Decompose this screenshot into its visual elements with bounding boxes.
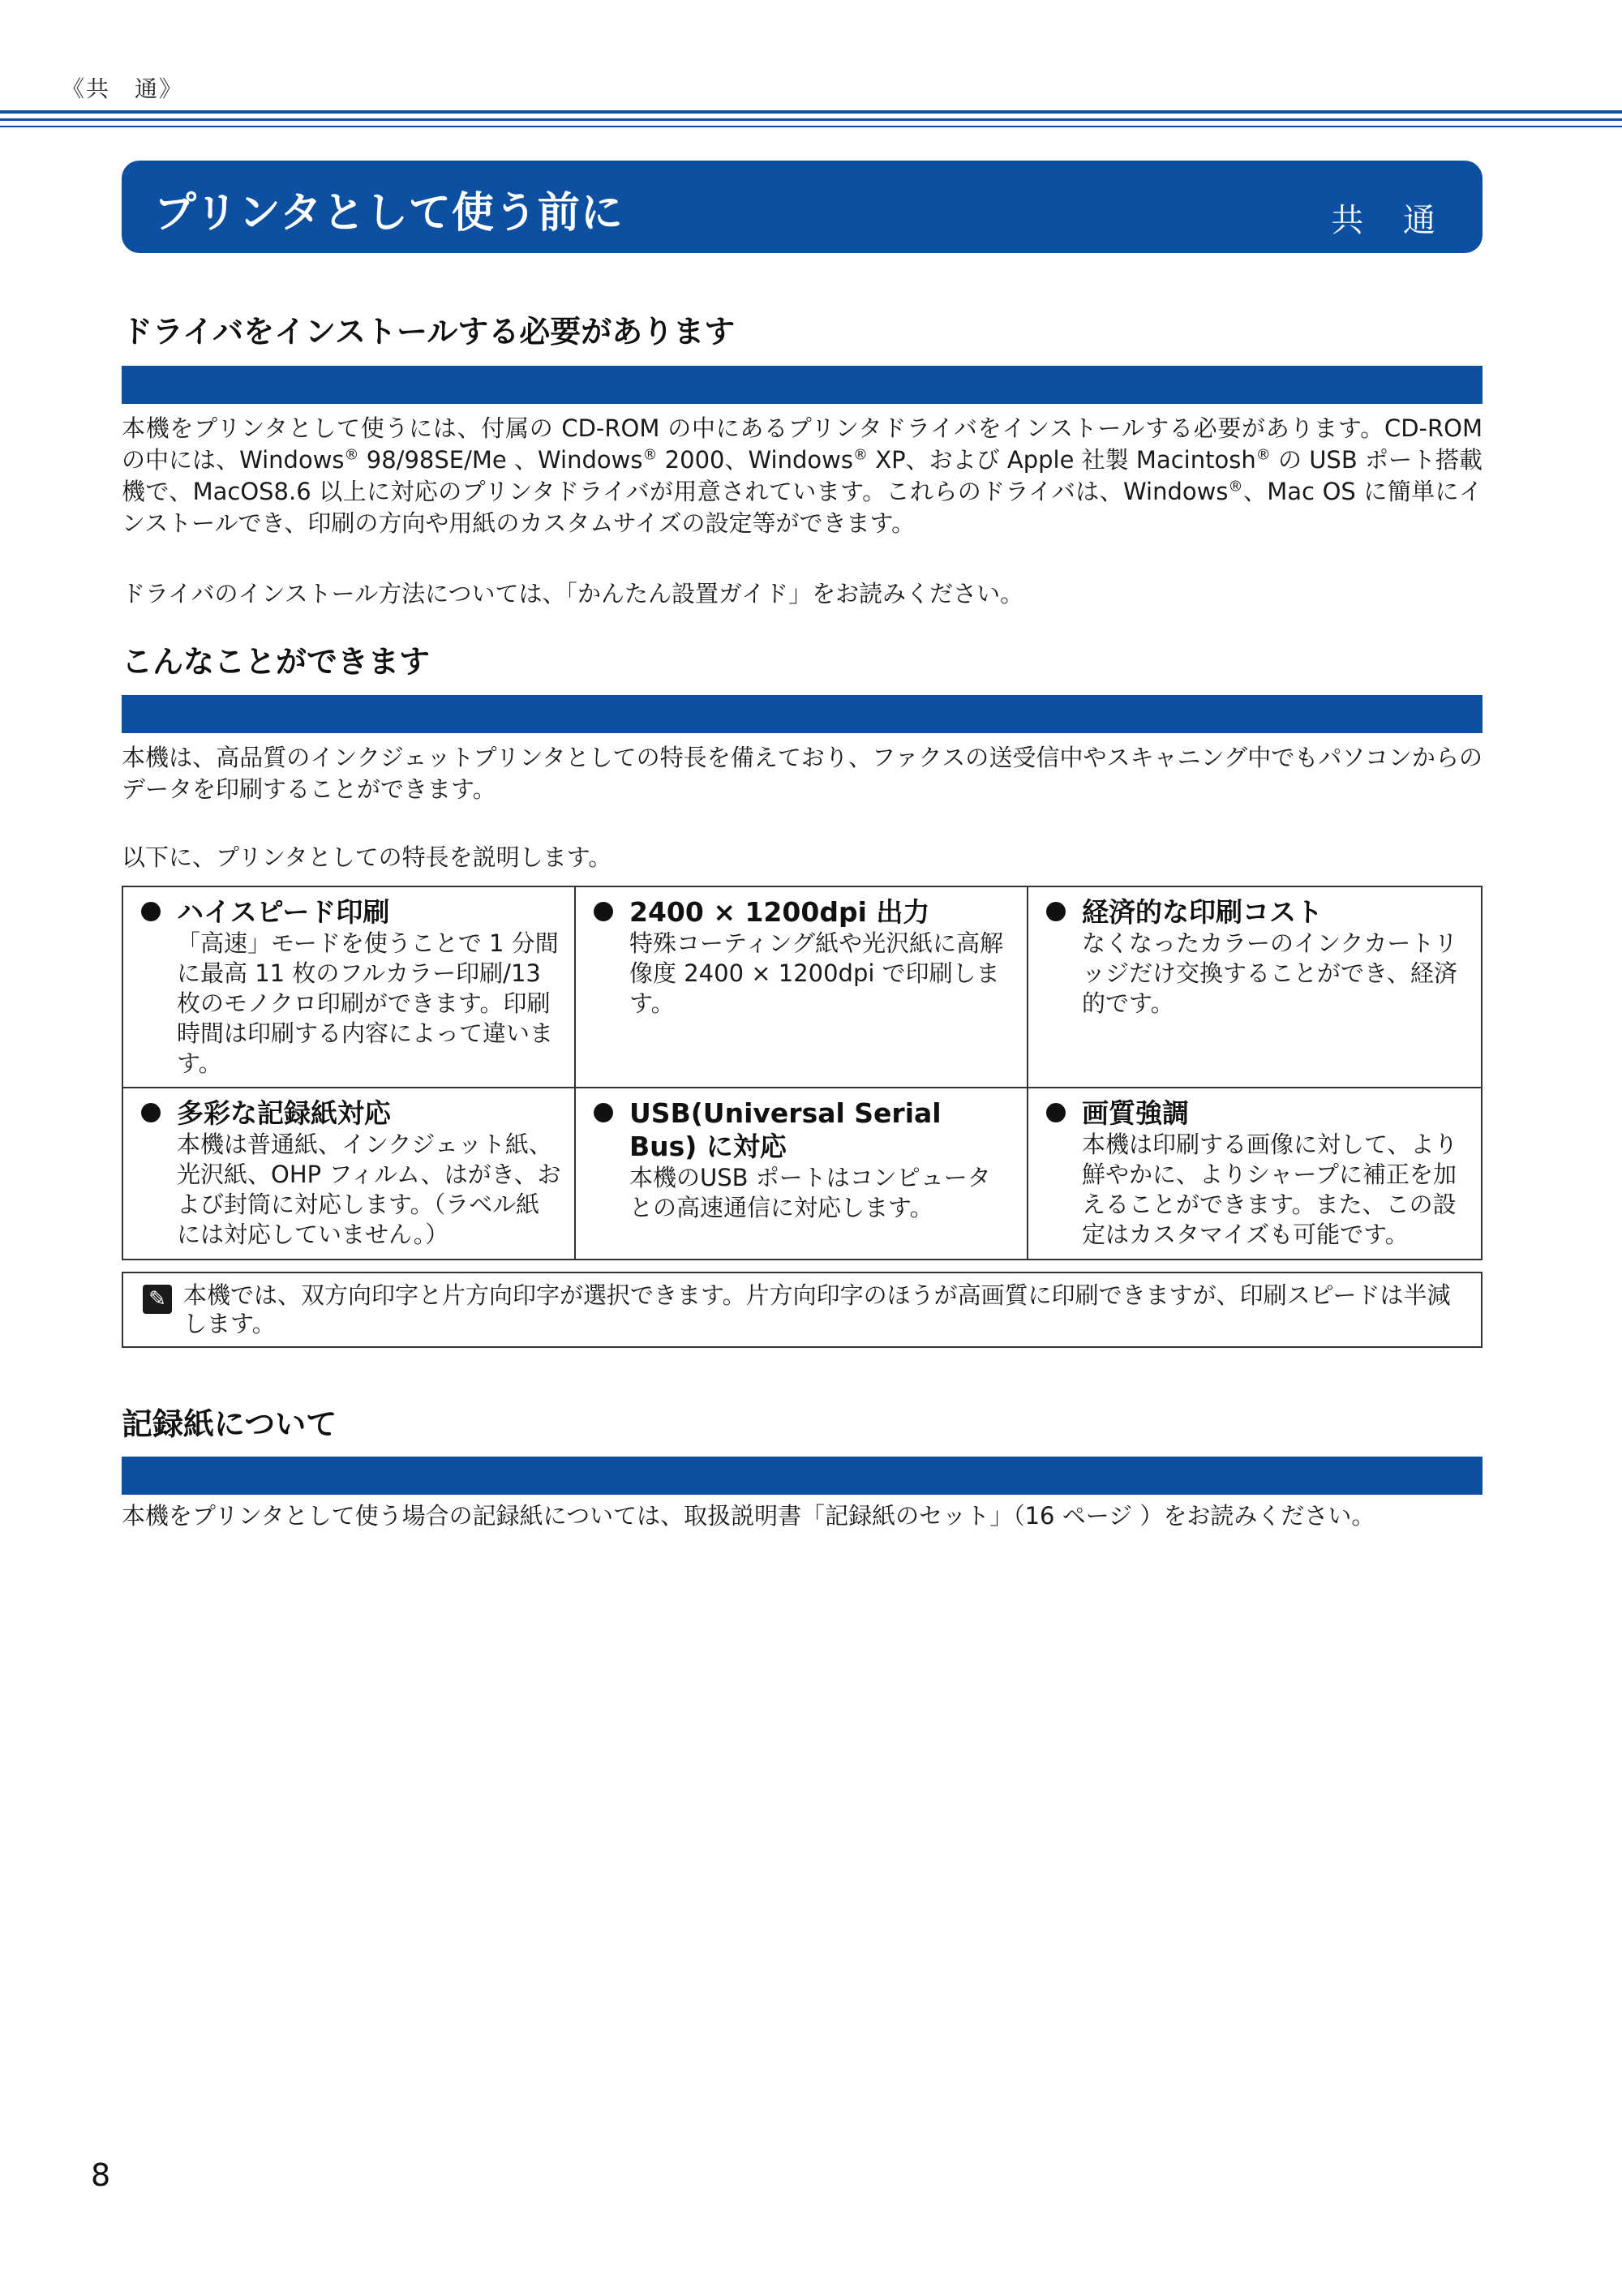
title-banner	[122, 161, 1483, 253]
feature-description: 本機は印刷する画像に対して、より鮮やかに、よりシャープに補正を加えることができます。また、この設定はカスタマイズも可能です。	[1082, 1131, 1458, 1248]
feature-description: 本機のUSB ポートはコンピュータとの高速通信に対応します。	[629, 1164, 991, 1221]
feature-cell	[576, 1088, 1028, 1259]
feature-description: なくなったカラーのインクカートリッジだけ交換することができ、経済的です。	[1082, 929, 1458, 1017]
feature-title: 経済的な印刷コスト	[1082, 896, 1323, 928]
feature-cell	[1028, 1088, 1481, 1259]
note-text: 本機では、双方向印字と片方向印字が選択できます。片方向印字のほうが高画質に印刷できますが、印刷スピードは半減します。	[183, 1281, 1451, 1337]
feature-title: 画質強調	[1082, 1097, 1189, 1129]
feature-description: 本機は普通紙、インクジェット紙、光沢紙、OHP フィルム、はがき、および封筒に対応します。（ラベル紙には対応していません。）	[177, 1131, 561, 1248]
bullet-icon	[1046, 1103, 1066, 1122]
header-rule	[0, 126, 1622, 127]
section-heading-paper: 記録紙について	[122, 1406, 337, 1442]
feature-title: 多彩な記録紙対応	[177, 1097, 391, 1129]
bullet-icon	[141, 1103, 161, 1122]
note-icon: ✎	[143, 1285, 172, 1314]
feature-cell	[576, 887, 1028, 1088]
feature-description: 特殊コーティング紙や光沢紙に高解像度 2400 × 1200dpi で印刷します。	[629, 929, 1004, 1017]
feature-cell	[123, 1088, 576, 1259]
features-intro-paragraph: 本機は、高品質のインクジェットプリンタとしての特長を備えており、ファクスの送受信中やスキャニング中でもパソコンからのデータを印刷することができます。	[122, 744, 1483, 803]
feature-cell	[123, 887, 576, 1088]
feature-description: 「高速」モードを使うことで 1 分間に最高 11 枚のフルカラー印刷/13 枚のモノクロ印刷ができます。印刷時間は印刷する内容によって違います。	[177, 929, 559, 1077]
section-bar	[122, 366, 1483, 404]
bullet-icon	[141, 902, 161, 921]
header-rule	[0, 110, 1622, 114]
driver-install-paragraph: ドライバのインストール方法については、「かんたん設置ガイド」をお読みください。	[122, 580, 1024, 607]
features-lead-paragraph: 以下に、プリンタとしての特長を説明します。	[122, 843, 612, 871]
bullet-icon	[594, 1103, 613, 1122]
driver-intro-paragraph: 本機をプリンタとして使うには、付属の CD-ROM の中にあるプリンタドライバをインストールする必要があります。CD-ROM の中には、Windows® 98/98SE/Me 、Windows® 2000、Windows® XP、および Apple 社製 Macintosh® の USB ポート搭載機で、MacOS8.6 以上に対応のプリンタドライバが用意されています。これらのドライバは、Windows®、Mac OS に簡単にインストールでき、印刷の方向や用紙のカスタムサイズの設定等ができます。	[122, 414, 1483, 537]
bullet-icon	[594, 902, 613, 921]
feature-title: USB(Universal Serial Bus) に対応	[629, 1097, 942, 1162]
section-heading-driver: ドライバをインストールする必要があります	[122, 314, 736, 350]
section-bar	[122, 1457, 1483, 1495]
note-box	[122, 1272, 1483, 1348]
page-number: 8	[91, 2157, 111, 2193]
section-heading-features: こんなことができます	[122, 644, 431, 680]
header-rule	[0, 118, 1622, 121]
paper-paragraph: 本機をプリンタとして使う場合の記録紙については、取扱説明書「記録紙のセット」（16 ページ ）をお読みください。	[122, 1502, 1375, 1530]
feature-title: ハイスピード印刷	[177, 896, 390, 928]
category-tag: 共 通	[1331, 202, 1450, 239]
feature-title: 2400 × 1200dpi 出力	[629, 896, 930, 928]
running-head: 《共 通》	[62, 75, 184, 102]
section-bar	[122, 695, 1483, 733]
page-title: プリンタとして使う前に	[154, 189, 624, 238]
bullet-icon	[1046, 902, 1066, 921]
feature-table	[122, 886, 1483, 1260]
feature-cell	[1028, 887, 1481, 1088]
